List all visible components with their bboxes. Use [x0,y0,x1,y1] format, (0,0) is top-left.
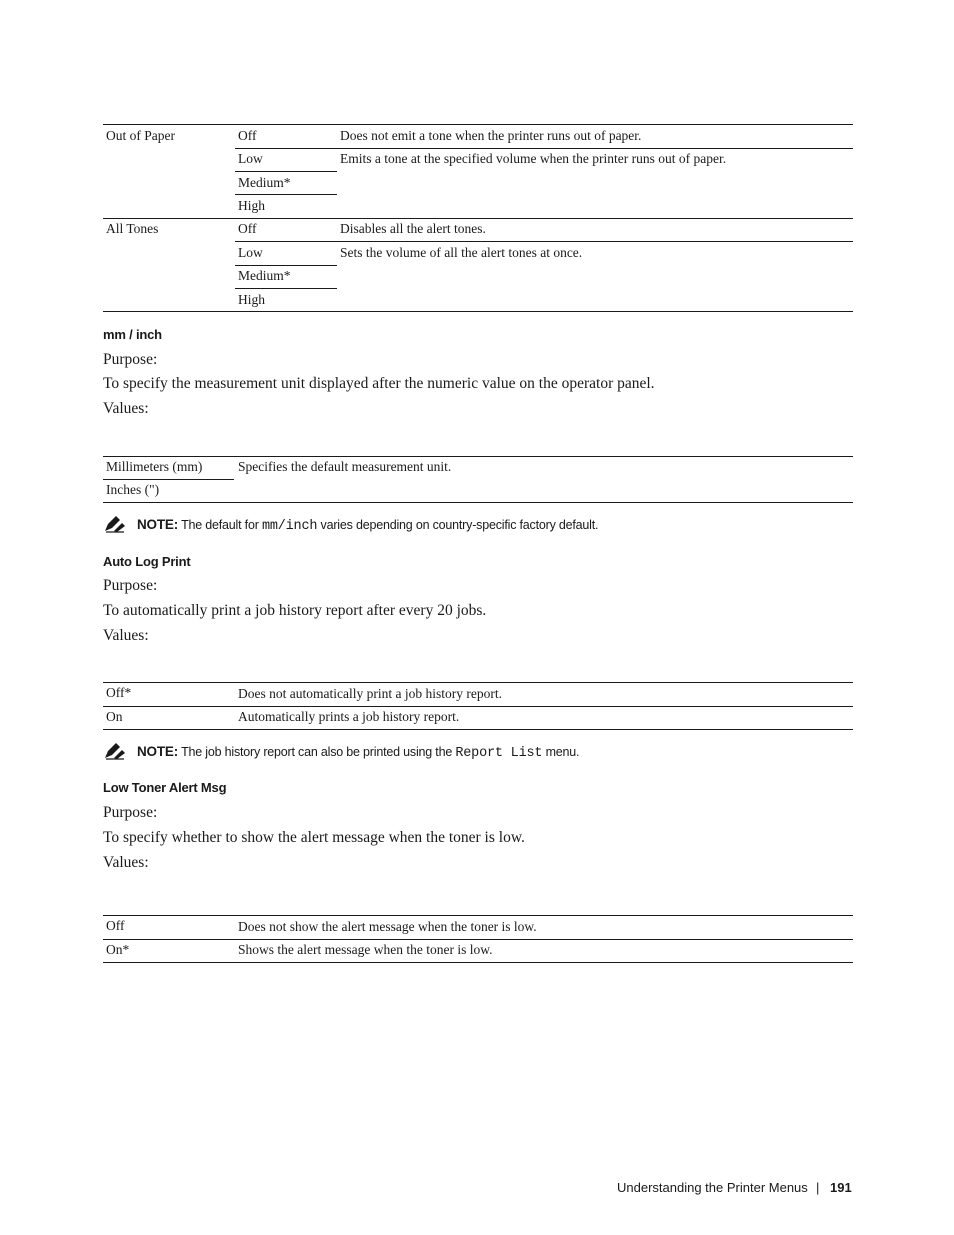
table-row-label: All Tones [106,221,159,236]
values-label: Values: [103,400,149,417]
table-rule [235,288,337,289]
table-rule [103,962,853,963]
description-cell: Specifies the default measurement unit. [238,459,452,474]
description-cell: Does not show the alert message when the toner is low. [238,919,537,934]
table-rule [103,218,853,219]
note-code: mm/inch [261,519,318,534]
table-rule [103,706,853,707]
description-cell: Does not automatically print a job history report. [238,686,502,701]
purpose-text: To specify the measurement unit displayed after the numeric value on the operator panel. [103,375,655,392]
option-cell: Off [106,918,125,933]
note-mm-inch [137,517,598,534]
table-rule [103,456,853,457]
footer-section-title: Understanding the Printer Menus [617,1180,808,1195]
table-rule [235,265,337,266]
table-row-label: Out of Paper [106,128,175,143]
table-rule [103,502,853,503]
description-cell: Shows the alert message when the toner is low. [238,942,493,957]
option-cell: High [238,198,265,213]
description-cell: Automatically prints a job history report. [238,709,460,724]
purpose-text: To automatically print a job history report after every 20 jobs. [103,602,487,619]
option-cell: On [106,709,123,724]
table-rule [235,241,853,242]
note-code: Report List [455,746,543,761]
values-label: Values: [103,854,149,871]
description-cell: Disables all the alert tones. [340,221,486,236]
option-cell: High [238,292,265,307]
section-heading-auto-log-print: Auto Log Print [103,554,191,569]
option-cell: Off [238,128,257,143]
purpose-label: Purpose: [103,577,158,594]
description-cell: Sets the volume of all the alert tones at once. [340,245,583,260]
values-label: Values: [103,627,149,644]
note-label: NOTE: [137,744,178,759]
table-rule [235,194,337,195]
note-auto-log [137,744,579,761]
note-text: The job history report can also be printed using the [181,745,453,759]
description-cell: Does not emit a tone when the printer runs out of paper. [340,128,642,143]
table-rule [235,171,337,172]
option-cell: Off [238,221,257,236]
note-label: NOTE: [137,517,178,532]
table-rule [103,479,234,480]
option-cell: On* [106,942,130,957]
table-rule [235,148,853,149]
table-rule [103,729,853,730]
purpose-label: Purpose: [103,351,158,368]
section-heading-mm-inch: mm / inch [103,327,162,342]
option-cell: Off* [106,685,132,700]
page-number: 191 [830,1180,852,1195]
note-text: varies depending on country-specific factory default. [320,518,599,532]
note-text: The default for [181,518,259,532]
option-cell: Medium* [238,175,291,190]
note-pencil-icon [104,515,126,533]
table-rule [103,915,853,916]
note-pencil-icon [104,742,126,760]
footer-separator: | [816,1180,820,1195]
description-cell: Emits a tone at the specified volume when the printer runs out of paper. [340,151,727,166]
section-heading-low-toner-alert: Low Toner Alert Msg [103,780,227,795]
purpose-label: Purpose: [103,804,158,821]
note-text: menu. [545,745,580,759]
option-cell: Low [238,151,263,166]
option-cell: Low [238,245,263,260]
table-rule [103,682,853,683]
table-rule [103,311,853,312]
table-rule [103,124,853,125]
option-cell: Inches (") [106,482,160,497]
option-cell: Millimeters (mm) [106,459,203,474]
option-cell: Medium* [238,268,291,283]
purpose-text: To specify whether to show the alert message when the toner is low. [103,829,525,846]
table-rule [103,939,853,940]
